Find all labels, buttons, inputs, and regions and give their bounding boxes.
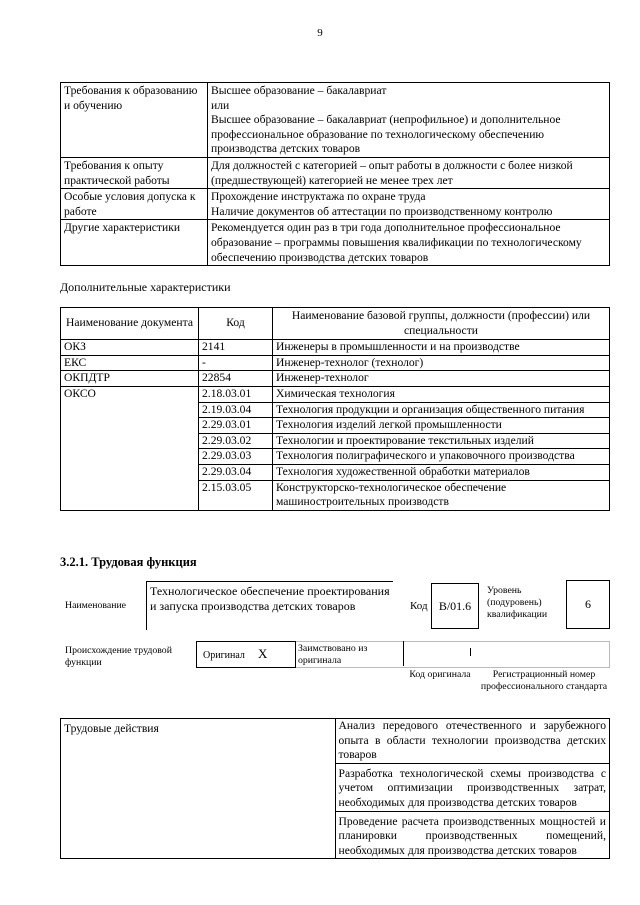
cell-name: Технология изделий легкой промышленности — [273, 418, 610, 434]
cell-code: 2.18.03.01 — [199, 386, 273, 402]
cell-name: Инженеры в промышленности и на производстве — [273, 340, 610, 356]
row-label: Требования к опыту практической работы — [61, 157, 208, 188]
page-number: 9 — [317, 27, 323, 39]
row-label: Требования к образованию и обучению — [61, 83, 208, 158]
cell-name: Конструкторско-технологическое обеспечение машиностроительных производств — [273, 480, 610, 510]
name-box — [146, 581, 393, 630]
action-item: Проведение расчета производственных мощностей и планировки производственных помещений, необходимых для производства детских товаров — [335, 811, 610, 859]
origin-code-caption: Код оригинала — [409, 669, 471, 680]
origin-label: Происхождение трудовой функции — [65, 645, 172, 668]
cell-name: Технология художественной обработки материалов — [273, 464, 610, 480]
table-row — [61, 371, 610, 387]
table-row — [61, 340, 610, 356]
cell-doc: ОКСО — [61, 386, 199, 510]
row-label: Другие характеристики — [61, 220, 208, 266]
cell-doc: ЕКС — [61, 355, 199, 371]
header-doc: Наименование документа — [61, 308, 199, 340]
row-value — [208, 83, 610, 158]
actions-table — [60, 718, 610, 859]
cell-code: 22854 — [199, 371, 273, 387]
cell-code: 2.29.03.04 — [199, 464, 273, 480]
cell-code: 2.15.03.05 — [199, 480, 273, 510]
table-row — [61, 189, 610, 220]
code-label: Код — [410, 600, 428, 612]
row-label: Особые условия допуска к работе — [61, 189, 208, 220]
name-label: Наименование — [65, 600, 127, 611]
cell-name: Инженер-технолог (технолог) — [273, 355, 610, 371]
original-mark: X — [258, 646, 268, 661]
value-line: Наличие документов об аттестации по производственному контролю — [211, 204, 553, 218]
section-heading: 3.2.1. Трудовая функция — [60, 555, 197, 569]
value-line: Прохождение инструктажа по охране труда — [211, 190, 426, 204]
level-value: 6 — [566, 580, 610, 629]
value-line: или — [211, 98, 230, 112]
reg-caption: Регистрационный номер профессионального стандарта — [480, 669, 608, 692]
table-row — [61, 83, 610, 158]
table-row — [61, 220, 610, 266]
cell-code: 2.19.03.04 — [199, 402, 273, 418]
cell-name: Технология продукции и организация общественного питания — [273, 402, 610, 418]
action-item: Анализ передового отечественного и зарубежного опыта в области технологии производства детских товаров — [335, 719, 610, 764]
name-value: Технологическое обеспечение проектирования и запуска производства детских товаров — [150, 584, 390, 613]
row-value — [208, 157, 610, 188]
table-row — [61, 355, 610, 371]
value-line: Для должностей с категорией – опыт работы в должности с более низкой (предшествующей) категорией не менее трех лет — [211, 158, 573, 187]
cell-name: Технологии и проектирование текстильных изделий — [273, 433, 610, 449]
cell-code: 2.29.03.02 — [199, 433, 273, 449]
header-code: Код — [199, 308, 273, 340]
additional-table — [60, 307, 610, 511]
cell-code: 2141 — [199, 340, 273, 356]
borrowed-label: Заимствовано из оригинала — [298, 643, 368, 666]
table-row — [61, 719, 610, 764]
value-line: Рекомендуется один раз в три года дополнительное профессиональное образование – программы повышения квалификации по технологическому обеспечению производства детских товаров — [211, 221, 582, 264]
cell-code: 2.29.03.01 — [199, 418, 273, 434]
value-line: Высшее образование – бакалавриат — [211, 84, 387, 97]
row-value — [208, 189, 610, 220]
code-value: B/01.6 — [431, 583, 479, 629]
original-label: Оригинал — [203, 650, 245, 661]
table-row — [61, 157, 610, 188]
row-value — [208, 220, 610, 266]
action-item: Разработка технологической схемы производства с учетом оптимизации производственных затрат, необходимых для производства детских товаров — [335, 763, 610, 811]
cell-name: Технология полиграфического и упаковочного производства — [273, 449, 610, 465]
divider — [403, 641, 404, 666]
cell-doc: ОКЗ — [61, 340, 199, 356]
table-row — [61, 386, 610, 402]
divider — [470, 648, 471, 656]
cell-code: 2.29.03.03 — [199, 449, 273, 465]
value-line: Высшее образование – бакалавриат (непрофильное) и дополнительное профессиональное образование по технологическому обеспечению производства детских товаров — [211, 113, 561, 156]
header-name: Наименование базовой группы, должности (профессии) или специальности — [273, 308, 610, 340]
cell-name: Инженер-технолог — [273, 371, 610, 387]
level-label: Уровень (подуровень) квалификации — [487, 585, 548, 620]
header-row — [61, 308, 610, 340]
actions-label: Трудовые действия — [61, 719, 336, 859]
cell-name: Химическая технология — [273, 386, 610, 402]
requirements-table — [60, 82, 610, 266]
additional-caption: Дополнительные характеристики — [60, 280, 231, 294]
cell-doc: ОКПДТР — [61, 371, 199, 387]
cell-code: - — [199, 355, 273, 371]
